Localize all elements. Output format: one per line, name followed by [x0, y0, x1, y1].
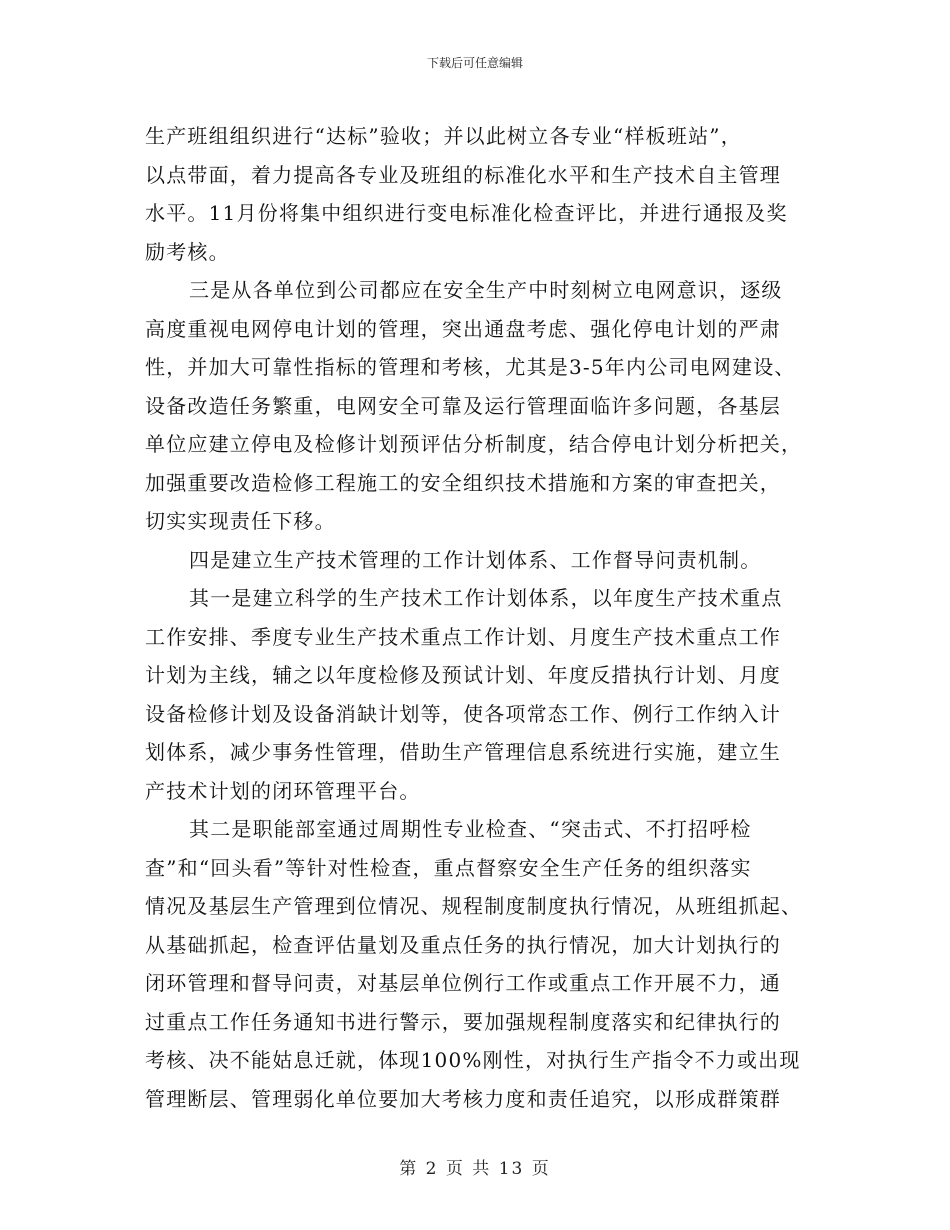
text-line: 从基础抓起，检查评估量划及重点任务的执行情况，加大计划执行的 [145, 932, 781, 957]
text-line: 管理断层、管理弱化单位要加大考核力度和责任追究，以形成群策群 [145, 1086, 781, 1111]
text-line: 水平。11月份将集中组织进行变电标准化检查评比，并进行通报及奖 [145, 201, 788, 225]
paragraph [145, 541, 825, 580]
text-line: 单位应建立停电及检修计划预评估分析制度，结合停电计划分析把关， [145, 432, 803, 456]
text-line: 划体系，减少事务性管理，借助生产管理信息系统进行实施，建立生 [145, 740, 781, 764]
paragraph [145, 117, 825, 271]
text-line: 其一是建立科学的生产技术工作计划体系，以年度生产技术重点 [189, 586, 783, 610]
text-line: 过重点工作任务通知书进行警示，要加强规程制度落实和纪律执行的 [145, 1009, 781, 1034]
paragraph [145, 271, 825, 541]
text-line: 设备改造任务繁重，电网安全可靠及运行管理面临许多问题，各基层 [145, 393, 781, 418]
text-line: 产技术计划的闭环管理平台。 [145, 778, 421, 803]
text-line: 性，并加大可靠性指标的管理和考核，尤其是3-5年内公司电网建设、 [145, 355, 796, 379]
text-line: 励考核。 [145, 239, 230, 264]
text-line: 计划为主线，辅之以年度检修及预试计划、年度反措执行计划、月度 [145, 663, 781, 687]
text-line: 切实实现责任下移。 [145, 509, 336, 533]
document-body [145, 117, 825, 1118]
text-line: 其二是职能部室通过周期性专业检查、“突击式、不打招呼检 [189, 817, 752, 841]
page-header: 下载后可任意编辑 [426, 56, 523, 70]
text-line: 查”和“回头看”等针对性检查，重点督察安全生产任务的组织落实 [145, 855, 752, 880]
paragraph [145, 579, 825, 810]
text-line: 生产班组组织进行“达标”验收；并以此树立各专业“样板班站”， [145, 124, 742, 148]
paragraph [145, 810, 825, 1118]
page-footer: 第 2 页 共 13 页 [399, 1159, 551, 1179]
text-line: 闭环管理和督导问责，对基层单位例行工作或重点工作开展不力，通 [145, 971, 781, 995]
text-line: 加强重要改造检修工程施工的安全组织技术措施和方案的审查把关， [145, 470, 781, 495]
text-line: 设备检修计划及设备消缺计划等，使各项常态工作、例行工作纳入计 [145, 701, 781, 726]
text-line: 工作安排、季度专业生产技术重点工作计划、月度生产技术重点工作 [145, 624, 781, 649]
text-line: 考核、决不能姑息迁就，体现100%刚性，对执行生产指令不力或出现 [145, 1048, 801, 1072]
text-line: 高度重视电网停电计划的管理，突出通盘考虑、强化停电计划的严肃 [145, 316, 781, 341]
text-line: 情况及基层生产管理到位情况、规程制度制度执行情况，从班组抓起、 [145, 894, 803, 918]
text-line: 三是从各单位到公司都应在安全生产中时刻树立电网意识，逐级 [189, 278, 783, 302]
text-line: 以点带面，着力提高各专业及班组的标准化水平和生产技术自主管理 [145, 162, 781, 187]
text-line: 四是建立生产技术管理的工作计划体系、工作督导问责机制。 [189, 547, 762, 572]
